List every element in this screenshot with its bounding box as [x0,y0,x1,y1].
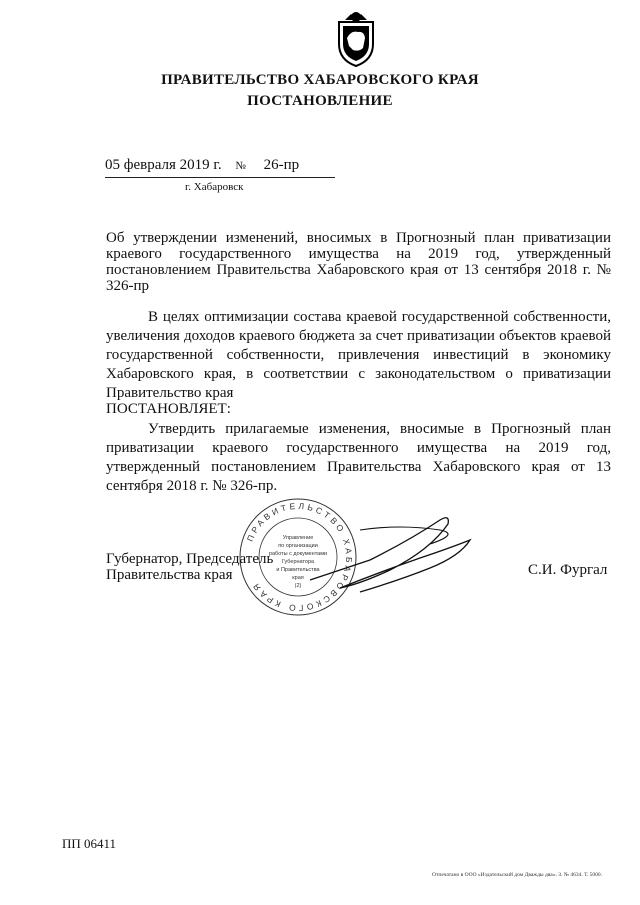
date-number-line [105,157,299,174]
document-type: ПОСТАНОВЛЕНИЕ [247,93,393,109]
seal-line: работы с документами [268,551,328,557]
seal-line: Управление [282,535,314,541]
document-date: 05 февраля 2019 г. [105,157,222,173]
handwritten-signature [300,500,500,610]
seal-line: (2) [294,583,302,589]
coat-of-arms-emblem [331,8,381,68]
resolution-item: Утвердить прилагаемые изменения, вносимые в Прогнозный план приватизации краевого государственного имущества на 2019 год, утвержденный постановлением Правительства Хабаровского края от 13 сентября 2018 г. № 326-пр. [106,421,611,494]
document-code: ПП 06411 [62,836,117,851]
number-label: № [235,160,246,172]
signatory-title-line1: Губернатор, Председатель [106,551,274,567]
resolves-heading: ПОСТАНОВЛЯЕТ: [106,401,231,417]
seal-line: Губернатора [281,559,315,565]
city: г. Хабаровск [185,181,244,193]
seal-line: и Правительства [276,567,320,573]
seal-line: по организации [278,543,318,549]
seal-line: края [292,575,304,581]
document-number: 26-пр [263,157,300,173]
signatory-name: С.И. Фургал [528,562,608,578]
document-subject: Об утверждении изменений, вносимых в Прогнозный план приватизации краевого государственного имущества на 2019 год, утвержденный постановлением Правительства Хабаровского края от 13 сентября 2018 г. № 326-пр [106,230,611,294]
preamble-paragraph: В целях оптимизации состава краевой государственной собственности, увеличения доходов краевого бюджета за счет приватизации объектов краевой государственной собственности, привлечения инвестиций в экономику Хабаровского края, в соответствии с законодательством о приватизации Правительство края [106,309,611,401]
printer-note: Отпечатано в ООО «Издательский дом Дважды два». З. № 4634. Т. 5000. [432,872,603,878]
signatory-title-line2: Правительства края [106,567,233,583]
seal-ring-text: ПРАВИТЕЛЬСТВО ХАБАРОВСКОГО КРАЯ [244,500,355,614]
government-name: ПРАВИТЕЛЬСТВО ХАБАРОВСКОГО КРАЯ [161,72,479,88]
date-underline [105,177,335,178]
